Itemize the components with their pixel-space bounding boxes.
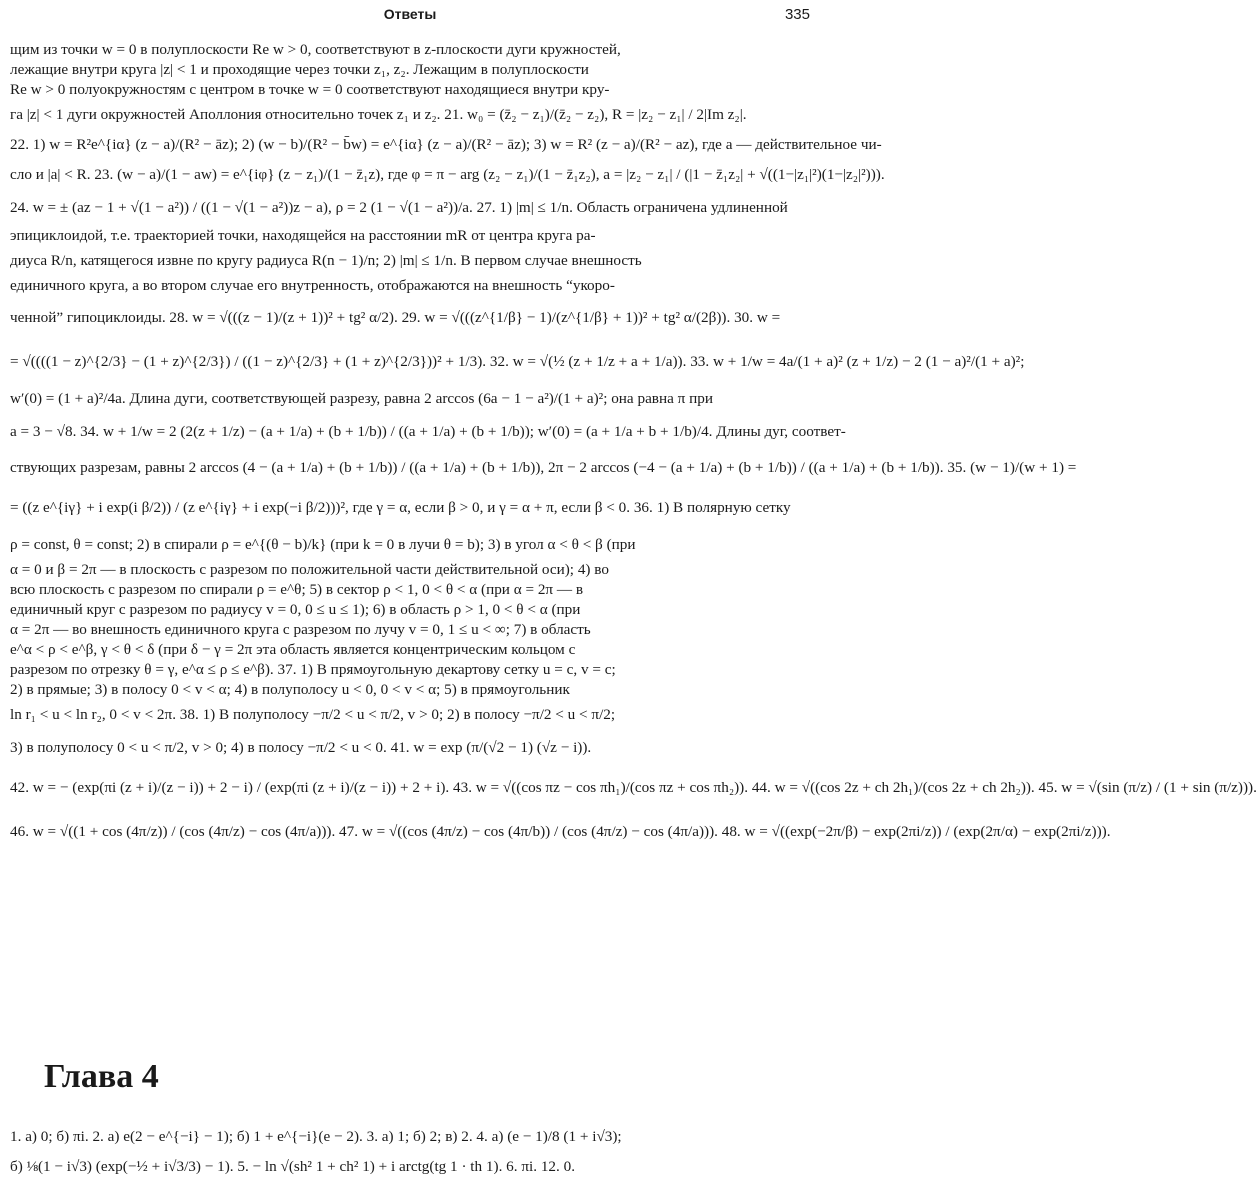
chapter-title: Глава 4 bbox=[44, 1058, 159, 1095]
answer-line: ln r₁ < u < ln r₂, 0 < v < 2π. 38. 1) В полуполосу −π/2 < u < π/2, v > 0; 2) в полосу −π/2 < u < π/2; bbox=[10, 706, 616, 723]
answer-line: ствующих разрезам, равны 2 arccos (4 − (a + 1/a) + (b + 1/b)) / ((a + 1/a) + (b + 1/b)), 2π − 2 arccos (−4 − (a + 1/a) + (b + 1/b)) / ((a + 1/a) + (b + 1/b)). 35. (w − 1)/(w + 1) = bbox=[10, 459, 1077, 476]
answer-line: единичный круг с разрезом по радиусу v = 0, 0 ≤ u ≤ 1); 6) в область ρ > 1, 0 < θ < α (при bbox=[10, 601, 581, 618]
answer-line: разрезом по отрезку θ = γ, e^α ≤ ρ ≤ e^β). 37. 1) В прямоугольную декартову сетку u = c, v = c; bbox=[10, 661, 616, 678]
answer-line: e^α < ρ < e^β, γ < θ < δ (при δ − γ = 2π эта область является концентрическим кольцом с bbox=[10, 641, 576, 658]
chapter4-answers bbox=[10, 1122, 810, 1182]
chapter3-answers bbox=[10, 40, 1257, 854]
page-header bbox=[10, 6, 810, 28]
page-number: 335 bbox=[784, 6, 810, 23]
answer-line: эпициклоидой, т.е. траекторией точки, находящейся на расстоянии mR от центра круга ра- bbox=[10, 227, 596, 244]
answer-line: 46. w = √((1 + cos (4π/z)) / (cos (4π/z) − cos (4π/a))). 47. w = √((cos (4π/z) − cos (4π/b)) / (cos (4π/z) − cos (4π/a))). 48. w = √((exp(−2π/β) − exp(2πi/z)) / (exp(2π/α) − exp(2πi/z))). bbox=[10, 823, 1111, 840]
answer-line: α = 0 и β = 2π — в плоскость с разрезом по положительной части действительной оси); 4) во bbox=[10, 561, 609, 578]
running-head: Ответы bbox=[383, 6, 437, 22]
answer-line: сло и |a| < R. 23. (w − a)/(1 − aw) = e^{iφ} (z − z₁)/(1 − z̄₁z), где φ = π − arg (z₂ − z₁)/(1 − z̄₁z₂), a = |z₂ − z₁| / (|1 − z̄₁z₂| + √((1−|z₁|²)(1−|z₂|²))). bbox=[10, 166, 885, 183]
answer-line: 2) в прямые; 3) в полосу 0 < v < α; 4) в полуполосу u < 0, 0 < v < α; 5) в прямоугольник bbox=[10, 681, 570, 698]
answer-line: ченной” гипоциклоиды. 28. w = √(((z − 1)/(z + 1))² + tg² α/2). 29. w = √(((z^{1/β} − 1)/(z^{1/β} + 1))² + tg² α/(2β)). 30. w = bbox=[10, 309, 781, 326]
answer-line: = ((z e^{iγ} + i exp(i β/2)) / (z e^{iγ} + i exp(−i β/2)))², где γ = α, если β > 0, и γ = α + π, если β < 0. 36. 1) В полярную сетку bbox=[10, 499, 791, 516]
answer-line: α = 2π — во внешность единичного круга с разрезом по лучу v = 0, 1 ≤ u < ∞; 7) в область bbox=[10, 621, 591, 638]
answer-line: всю плоскость с разрезом по спирали ρ = e^θ; 5) в сектор ρ < 1, 0 < θ < α (при α = 2π — в bbox=[10, 581, 584, 598]
answer-line: га |z| < 1 дуги окружностей Аполлония относительно точек z₁ и z₂. 21. w₀ = (z̄₂ − z₁)/(z̄₂ − z₂), R = |z₂ − z₁| / 2|Im z₂|. bbox=[10, 106, 747, 123]
answer-line: Re w > 0 полуокружностям с центром в точке w = 0 соответствуют находящиеся внутри кру- bbox=[10, 81, 610, 98]
answer-line: единичного круга, а во втором случае его внутренность, отображаются на внешность “укоро- bbox=[10, 277, 615, 294]
answer-line: 22. 1) w = R²e^{iα} (z − a)/(R² − āz); 2) (w − b)/(R² − b̄w) = e^{iα} (z − a)/(R² − āz); 3) w = R² (z − a)/(R² − az), где a — действительное чи- bbox=[10, 136, 882, 153]
answer-line: 42. w = − (exp(πi (z + i)/(z − i)) + 2 − i) / (exp(πi (z + i)/(z − i)) + 2 + i). 43. w = √((cos πz − cos πh₁)/(cos πz + cos πh₂)). 44. w = √((cos 2z + ch 2h₁)/(cos 2z + ch 2h₂)). 45. w = √(sin (π/z) / (1 + sin (π/z))). bbox=[10, 779, 1257, 796]
answer-line: 1. а) 0; б) πi. 2. а) e(2 − e^{−i} − 1); б) 1 + e^{−i}(e − 2). 3. а) 1; б) 2; в) 2. 4. а) (e − 1)/8 (1 + i√3); bbox=[10, 1128, 622, 1145]
answer-line: б) ⅛(1 − i√3) (exp(−½ + i√3/3) − 1). 5. − ln √(sh² 1 + ch² 1) + i arctg(tg 1 · th 1). 6. πi. 12. 0. bbox=[10, 1158, 576, 1175]
answer-line: a = 3 − √8. 34. w + 1/w = 2 (2(z + 1/z) − (a + 1/a) + (b + 1/b)) / ((a + 1/a) + (b + 1/b)); w′(0) = (a + 1/a + b + 1/b)/4. Длины дуг, соответ- bbox=[10, 423, 846, 440]
answer-line: 3) в полуполосу 0 < u < π/2, v > 0; 4) в полосу −π/2 < u < 0. 41. w = exp (π/(√2 − 1) (√z − i)). bbox=[10, 739, 592, 756]
answer-line: диуса R/n, катящегося извне по кругу радиуса R(n − 1)/n; 2) |m| ≤ 1/n. В первом случае внешность bbox=[10, 252, 642, 269]
answer-line: щим из точки w = 0 в полуплоскости Re w > 0, соответствуют в z-плоскости дуги кружностей, bbox=[10, 41, 621, 58]
answer-line: w′(0) = (1 + a)²/4a. Длина дуги, соответствующей разрезу, равна 2 arccos (6a − 1 − a²)/(1 + a)²; она равна π при bbox=[10, 390, 713, 407]
answer-line: ρ = const, θ = const; 2) в спирали ρ = e^{(θ − b)/k} (при k = 0 в лучи θ = b); 3) в угол α < θ < β (при bbox=[10, 536, 636, 553]
answer-line: 24. w = ± (az − 1 + √(1 − a²)) / ((1 − √(1 − a²))z − a), ρ = 2 (1 − √(1 − a²))/a. 27. 1) |m| ≤ 1/n. Область ограничена удлиненной bbox=[10, 199, 788, 216]
answer-line: лежащие внутри круга |z| < 1 и проходящие через точки z₁, z₂. Лежащим в полуплоскости bbox=[10, 61, 589, 78]
answer-line: = √((((1 − z)^{2/3} − (1 + z)^{2/3}) / ((1 − z)^{2/3} + (1 + z)^{2/3}))² + 1/3). 32. w = √(½ (z + 1/z + a + 1/a)). 33. w + 1/w = 4a/(1 + a)² (z + 1/z) − 2 (1 − a)²/(1 + a)²; bbox=[10, 353, 1025, 370]
